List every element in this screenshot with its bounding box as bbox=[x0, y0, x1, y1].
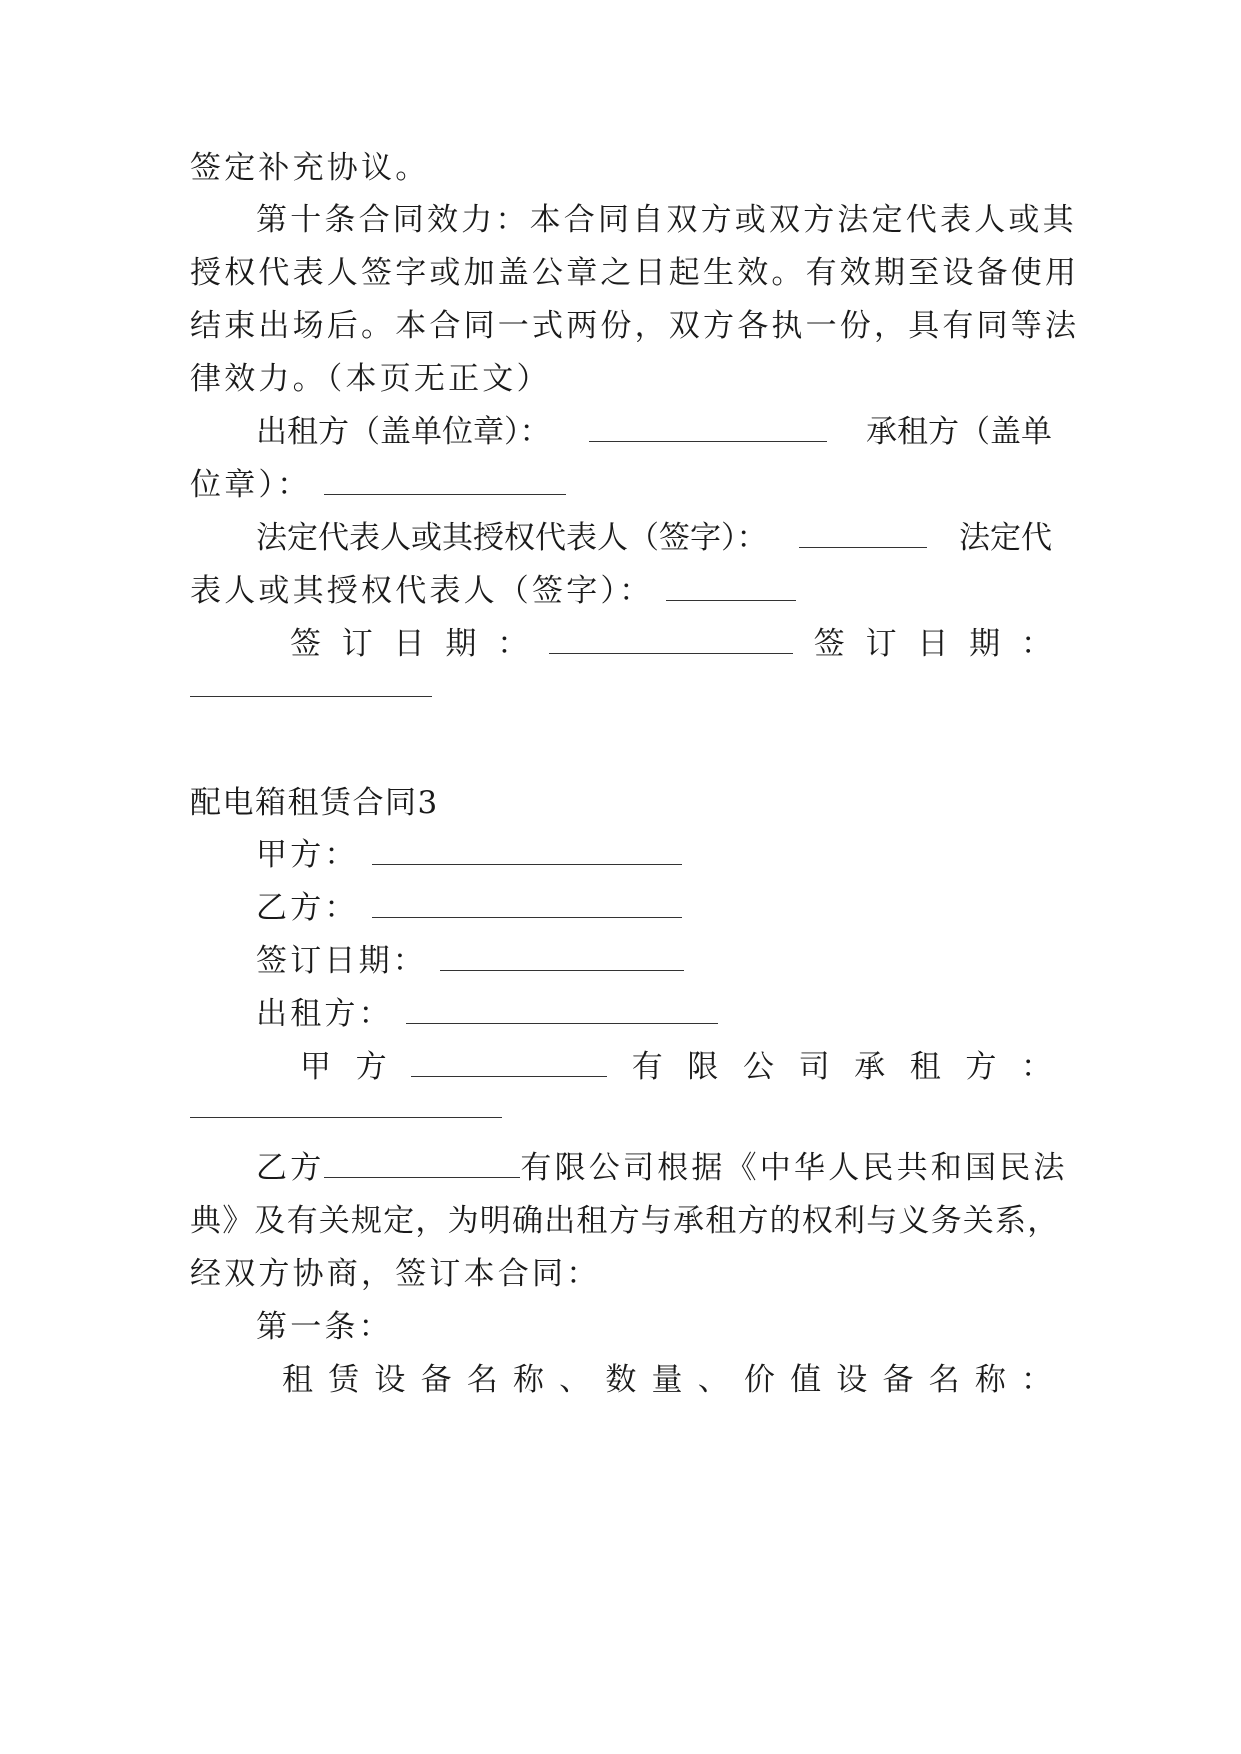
char: 日 bbox=[393, 626, 425, 662]
char: 量 bbox=[651, 1362, 683, 1398]
char: 签 bbox=[813, 626, 845, 662]
char: 期 bbox=[445, 626, 477, 662]
char: ： bbox=[1021, 1362, 1052, 1398]
char: 订 bbox=[341, 626, 373, 662]
lessor-seal-line bbox=[256, 412, 1052, 452]
char: 租 bbox=[909, 1049, 941, 1085]
char: 名 bbox=[928, 1362, 960, 1398]
char: 称 bbox=[974, 1362, 1006, 1398]
equipment-line bbox=[282, 1360, 1052, 1400]
char: 签 bbox=[290, 626, 321, 662]
char: 设 bbox=[374, 1362, 406, 1398]
text-line: 律效力。（本页无正文） bbox=[190, 361, 551, 397]
sign-date-label: 签订日期： bbox=[256, 943, 427, 979]
article-10-heading: 第十条合同效力：本合同自双方或双方法定代表人或其 bbox=[256, 202, 1077, 238]
lessee-date-blank[interactable] bbox=[190, 696, 432, 697]
char: 租 bbox=[282, 1362, 313, 1398]
lessee-rep-label: 法定代 bbox=[959, 520, 1052, 556]
char: ： bbox=[1020, 1049, 1052, 1085]
lessor-rep-label: 法定代表人或其授权代表人（签字）： bbox=[256, 520, 768, 556]
char: 限 bbox=[687, 1049, 719, 1085]
text-line: 经双方协商，签订本合同： bbox=[190, 1256, 601, 1292]
sign-date-blank[interactable] bbox=[440, 944, 684, 971]
char: ： bbox=[497, 626, 529, 662]
lessee-seal-label-cont: 位章）： bbox=[190, 467, 312, 503]
char: 日 bbox=[917, 626, 949, 662]
party-b-company-blank[interactable] bbox=[324, 1151, 520, 1178]
lessee-rep-label-cont: 表人或其授权代表人（签字）： bbox=[190, 573, 654, 609]
lessor-seal-label: 出租方（盖单位章）： bbox=[256, 414, 551, 450]
char: ： bbox=[1020, 626, 1052, 662]
contract-title: 配电箱租赁合同3 bbox=[190, 785, 439, 821]
char: 数 bbox=[605, 1362, 637, 1398]
lessee-seal-blank[interactable] bbox=[324, 468, 566, 495]
text-line: 典》及有关规定，为明确出租方与承租方的权利与义务关系， bbox=[190, 1203, 1060, 1239]
char: 备 bbox=[882, 1362, 914, 1398]
party-b-company-line bbox=[256, 1148, 1068, 1188]
legal-rep-line bbox=[256, 518, 1052, 558]
party-a-company-line bbox=[300, 1047, 1052, 1087]
lessor-seal-blank[interactable] bbox=[589, 415, 827, 442]
lessee-seal-label: 承租方（盖单 bbox=[866, 414, 1052, 450]
legal-rep-line-cont bbox=[190, 571, 1052, 611]
char: 价 bbox=[743, 1362, 775, 1398]
char: 方 bbox=[355, 1049, 387, 1085]
char: 订 bbox=[865, 626, 897, 662]
party-b-line bbox=[256, 888, 1052, 928]
party-b-blank[interactable] bbox=[372, 891, 682, 918]
char: 有 bbox=[631, 1049, 663, 1085]
char: 、 bbox=[559, 1362, 591, 1398]
char: 名 bbox=[466, 1362, 498, 1398]
lessee-rep-blank[interactable] bbox=[666, 574, 796, 601]
char: 备 bbox=[420, 1362, 452, 1398]
char: 赁 bbox=[328, 1362, 360, 1398]
lessor-rep-blank[interactable] bbox=[799, 521, 927, 548]
char: 称 bbox=[512, 1362, 544, 1398]
party-b-label: 乙方： bbox=[256, 890, 359, 926]
lessee-blank[interactable] bbox=[190, 1117, 502, 1118]
lessor-label: 出租方： bbox=[256, 996, 393, 1032]
text-line: 结束出场后。本合同一式两份，双方各执一份，具有同等法 bbox=[190, 308, 1080, 344]
lessor-date-blank[interactable] bbox=[549, 627, 793, 654]
text-line: 授权代表人签字或加盖公章之日起生效。有效期至设备使用 bbox=[190, 255, 1080, 291]
char: 、 bbox=[697, 1362, 729, 1398]
sign-date-line bbox=[290, 624, 1052, 664]
lessor-line bbox=[256, 994, 1052, 1034]
party-a-label: 甲方： bbox=[256, 837, 359, 873]
char: 期 bbox=[969, 626, 1001, 662]
party-b-company-label: 乙方 bbox=[256, 1150, 325, 1186]
lessor-blank[interactable] bbox=[406, 997, 718, 1024]
party-a-blank[interactable] bbox=[372, 838, 682, 865]
char: 公 bbox=[742, 1049, 774, 1085]
text-line: 签定补充协议。 bbox=[190, 150, 430, 186]
char: 方 bbox=[965, 1049, 997, 1085]
char: 司 bbox=[798, 1049, 830, 1085]
article-1-heading: 第一条： bbox=[256, 1309, 393, 1345]
sign-date-field-line bbox=[256, 941, 1052, 981]
party-a-company-blank[interactable] bbox=[411, 1050, 607, 1077]
char: 甲 bbox=[300, 1049, 331, 1085]
party-a-line bbox=[256, 835, 1052, 875]
char: 设 bbox=[836, 1362, 868, 1398]
char: 承 bbox=[854, 1049, 886, 1085]
text-run: 有限公司根据《中华人民共和国民法 bbox=[520, 1150, 1068, 1186]
lessee-seal-line bbox=[190, 465, 1052, 505]
char: 值 bbox=[790, 1362, 822, 1398]
